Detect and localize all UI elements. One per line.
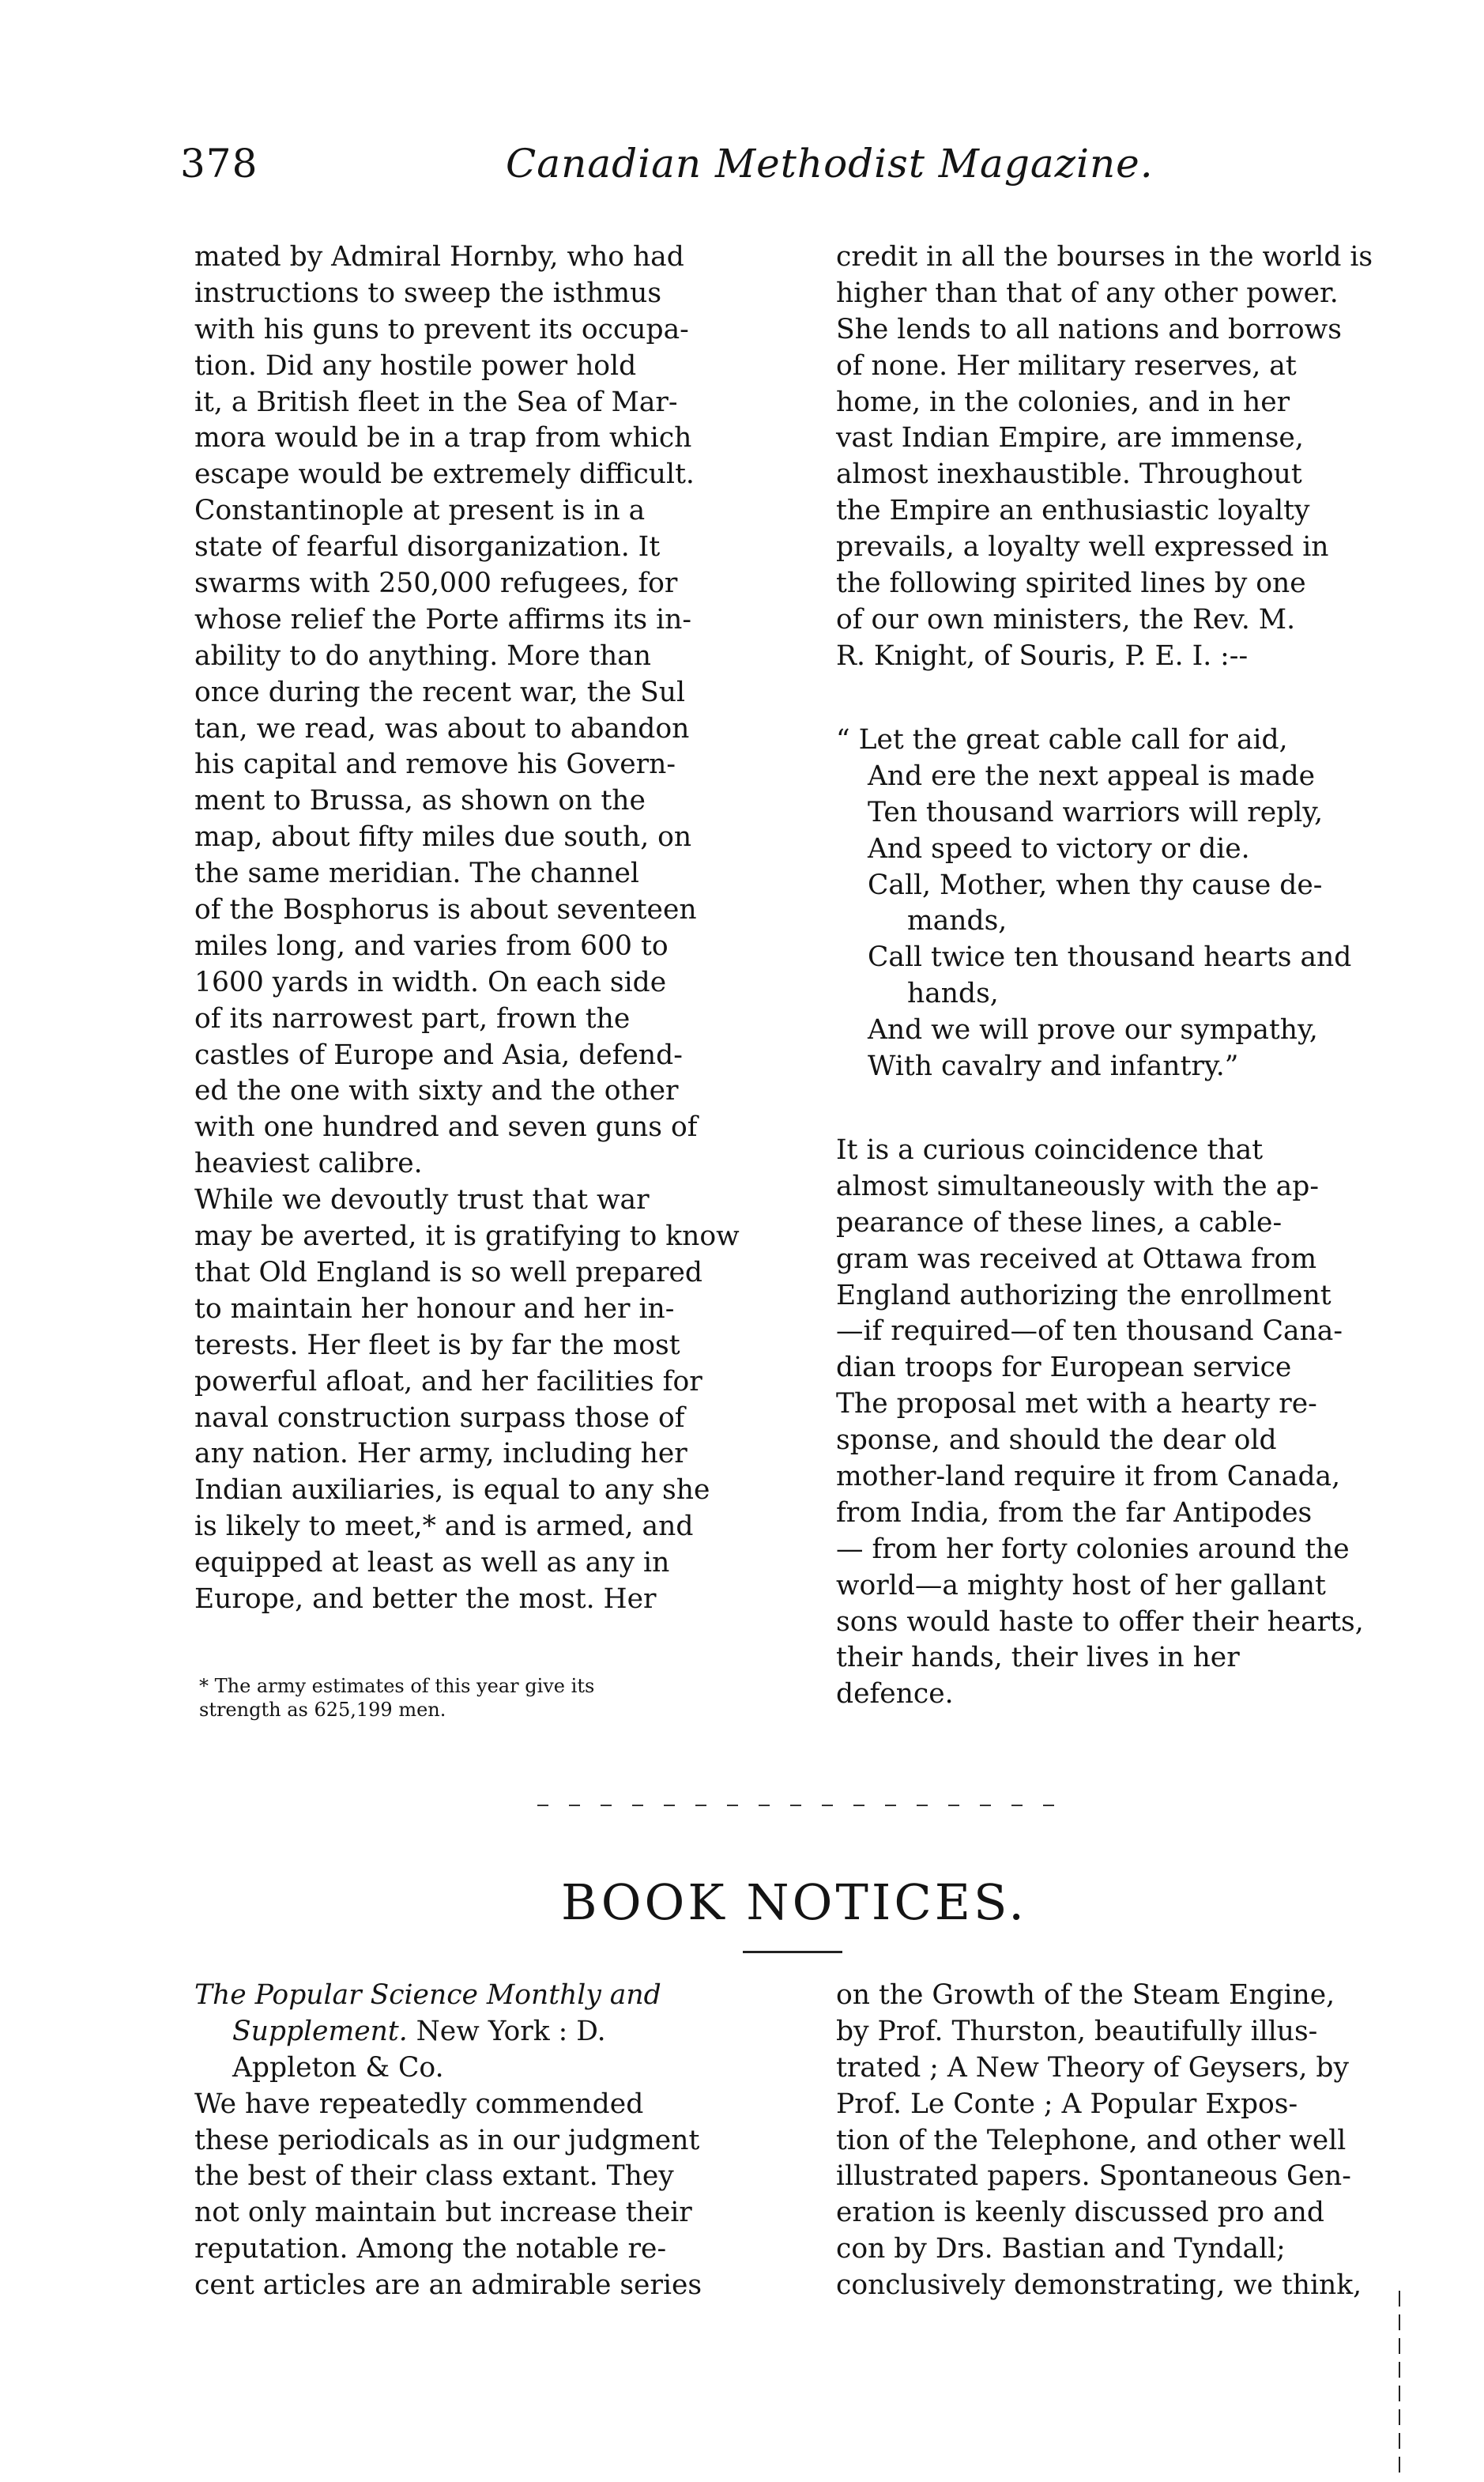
text-line: is likely to meet,* and is armed, and: [194, 1511, 694, 1543]
text-line: Europe, and better the most. Her: [194, 1582, 657, 1615]
footnote: [199, 1674, 800, 1722]
text-line: heaviest calibre.: [194, 1148, 423, 1180]
text-line: tion. Did any hostile power hold: [194, 349, 637, 382]
text-line: escape would be extremely difficult.: [194, 458, 695, 491]
text-line: with his guns to prevent its occupa-: [194, 313, 689, 345]
right-column: [836, 240, 1421, 675]
text-line: by Prof. Thurston, beautifully illus-: [836, 2015, 1318, 2047]
poem-line: “ Let the great cable call for aid,: [836, 724, 1288, 756]
text-line: tion of the Telephone, and other well: [836, 2124, 1347, 2156]
text-line: mated by Admiral Hornby, who had: [194, 241, 684, 273]
text-line: 1600 yards in width. On each side: [194, 966, 667, 998]
text-line: vast Indian Empire, are immense,: [836, 422, 1304, 455]
text-line: We have repeatedly commended: [194, 2088, 644, 2120]
text-line: mora would be in a trap from which: [194, 422, 692, 455]
section-title: BOOK NOTICES.: [561, 1873, 1027, 1931]
poem-line: Call twice ten thousand hearts and: [868, 941, 1352, 974]
text-line: powerful afloat, and her facilities for: [194, 1365, 702, 1398]
text-line: pearance of these lines, a cable-: [836, 1206, 1282, 1239]
text-line: the following spirited lines by one: [836, 568, 1306, 600]
text-line: prevails, a loyalty well expressed in: [836, 531, 1329, 564]
text-line: almost simultaneously with the ap-: [836, 1170, 1319, 1202]
text-line: of none. Her military reserves, at: [836, 349, 1297, 382]
text-line: once during the recent war, the Sul: [194, 676, 686, 708]
text-line: sponse, and should the dear old: [836, 1424, 1277, 1457]
text-line: may be averted, it is gratifying to know: [194, 1220, 740, 1253]
text-line: ment to Brussa, as shown on the: [194, 785, 646, 817]
text-line: —if required—of ten thousand Cana-: [836, 1315, 1343, 1348]
book-title-line1: The Popular Science Monthly and: [194, 1979, 661, 2011]
text-line: England authorizing the enrollment: [836, 1279, 1331, 1311]
text-line: it, a British fleet in the Sea of Mar-: [194, 386, 678, 418]
poem-line: And ere the next appeal is made: [868, 760, 1316, 792]
text-line: trated ; A New Theory of Geysers, by: [836, 2051, 1349, 2084]
text-line: naval construction surpass those of: [194, 1401, 685, 1434]
text-line: that Old England is so well prepared: [194, 1256, 702, 1288]
text-line: equipped at least as well as any in: [194, 1547, 670, 1579]
text-line: dian troops for European service: [836, 1352, 1292, 1384]
poem: [836, 722, 1421, 1085]
text-line: — from her forty colonies around the: [836, 1533, 1350, 1565]
poem-line: With cavalry and infantry.”: [868, 1051, 1239, 1083]
text-line: with one hundred and seven guns of: [194, 1111, 698, 1144]
footnote-line: * The army estimates of this year give its: [199, 1675, 595, 1697]
text-line: eration is keenly discussed pro and: [836, 2197, 1324, 2229]
book-title-supplement: Supplement.: [232, 2015, 408, 2047]
text-line: world—a mighty host of her gallant: [836, 1569, 1326, 1601]
right-column-continued: [836, 1133, 1421, 1713]
text-line: While we devoutly trust that war: [194, 1184, 650, 1216]
text-line: castles of Europe and Asia, defend-: [194, 1039, 683, 1071]
text-line: map, about fifty miles due south, on: [194, 821, 692, 854]
text-line: mother-land require it from Canada,: [836, 1461, 1341, 1493]
text-line: Prof. Le Conte ; A Popular Expos-: [836, 2088, 1298, 2120]
page-number: 378: [180, 141, 258, 187]
poem-line: mands,: [907, 905, 1008, 937]
margin-mark: [1399, 2291, 1400, 2474]
text-line: credit in all the bourses in the world is: [836, 241, 1373, 273]
text-line: con by Drs. Bastian and Tyndall;: [836, 2233, 1286, 2265]
text-line: illustrated papers. Spontaneous Gen-: [836, 2160, 1351, 2193]
text-line: of the Bosphorus is about seventeen: [194, 894, 697, 926]
text-line: gram was received at Ottawa from: [836, 1243, 1317, 1275]
book-notice-left-column: [194, 1978, 803, 2304]
text-line: cent articles are an admirable series: [194, 2269, 702, 2302]
text-line: their hands, their lives in her: [836, 1642, 1240, 1674]
text-line: miles long, and varies from 600 to: [194, 930, 669, 962]
text-line: She lends to all nations and borrows: [836, 313, 1342, 345]
book-notice-right-column: [836, 1978, 1421, 2304]
text-line: these periodicals as in our judgment: [194, 2124, 700, 2156]
text-line: state of fearful disorganization. It: [194, 531, 661, 564]
text-line: instructions to sweep the isthmus: [194, 277, 662, 309]
text-line: to maintain her honour and her in-: [194, 1292, 675, 1325]
text-line: the same meridian. The channel: [194, 858, 639, 890]
text-line: home, in the colonies, and in her: [836, 386, 1290, 418]
text-line: terests. Her fleet is by far the most: [194, 1329, 680, 1361]
text-line: whose relief the Porte affirms its in-: [194, 603, 692, 636]
section-separator: [537, 1805, 1059, 1806]
text-line: swarms with 250,000 refugees, for: [194, 568, 678, 600]
text-line: ability to do anything. More than: [194, 639, 651, 672]
book-title-line2: [194, 2014, 803, 2050]
text-line: higher than that of any other power.: [836, 277, 1339, 309]
text-line: It is a curious coincidence that: [836, 1134, 1264, 1166]
text-line: the Empire an enthusiastic loyalty: [836, 495, 1310, 527]
text-line: of its narrowest part, frown the: [194, 1002, 631, 1035]
text-line: any nation. Her army, including her: [194, 1438, 687, 1470]
poem-line: Call, Mother, when thy cause de-: [868, 869, 1323, 901]
left-column: [194, 240, 803, 1618]
poem-line: Ten thousand warriors will reply,: [868, 796, 1324, 828]
text-line: almost inexhaustible. Throughout: [836, 458, 1302, 491]
text-line: from India, from the far Antipodes: [836, 1496, 1313, 1529]
poem-line: And speed to victory or die.: [868, 832, 1250, 865]
text-line: Constantinople at present is in a: [194, 495, 646, 527]
book-notice-body: [194, 2087, 803, 2304]
running-title: Canadian Methodist Magazine.: [506, 141, 1154, 187]
footnote-line: strength as 625,199 men.: [199, 1699, 446, 1721]
poem-line: hands,: [907, 978, 999, 1010]
poem-line: And we will prove our sympathy,: [868, 1014, 1318, 1047]
text-line: defence.: [836, 1678, 954, 1711]
text-line: The proposal met with a hearty re-: [836, 1388, 1317, 1420]
book-publisher-place: New York : D.: [407, 2015, 606, 2047]
text-line: of our own ministers, the Rev. M.: [836, 603, 1296, 636]
text-line: the best of their class extant. They: [194, 2160, 674, 2193]
text-line: not only maintain but increase their: [194, 2197, 692, 2229]
text-line: Indian auxiliaries, is equal to any she: [194, 1474, 710, 1507]
text-line: ed the one with sixty and the other: [194, 1075, 679, 1107]
text-line: his capital and remove his Govern-: [194, 749, 676, 781]
text-line: tan, we read, was about to abandon: [194, 712, 690, 745]
text-line: R. Knight, of Souris, P. E. I. :--: [836, 639, 1249, 672]
book-publisher: Appleton & Co.: [232, 2051, 444, 2084]
text-line: conclusively demonstrating, we think,: [836, 2269, 1362, 2302]
text-line: on the Growth of the Steam Engine,: [836, 1979, 1335, 2011]
title-rule: [743, 1951, 842, 1953]
text-line: sons would haste to offer their hearts,: [836, 1605, 1364, 1638]
text-line: reputation. Among the notable re-: [194, 2233, 667, 2265]
